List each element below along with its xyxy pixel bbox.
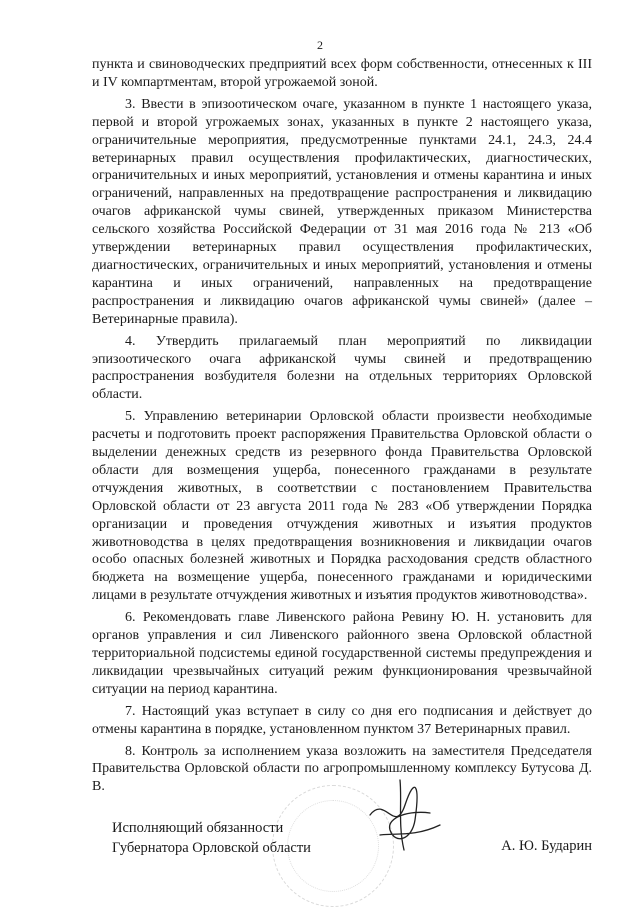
- paragraph-item-3: 3. Ввести в эпизоотическом очаге, указанном в пункте 1 настоящего указа, первой и второй угрожаемых зонах, указанных в пункте 2 настоящего указа, ограничительные мероприятия, предусмотренные пунктами 24.1, 24.3, 24.4 ветеринарных правил осуществления профилактических, диагностических, ограничительных и иных мероприятий, установления и отмены карантина и иных ограничений, направленных на предотвращение распространения и ликвидацию очагов африканской чумы свиней, утвержденных приказом Министерства сельского хозяйства Российской Федерации от 31 мая 2016 года № 213 «Об утверждении ветеринарных правил осуществления профилактических, диагностических, ограничительных и иных мероприятий, установления и отмены карантина и иных ограничений, направленных на предотвращение распространения и ликвидацию очагов африканской чумы свиней» (далее – Ветеринарные правила).: [92, 96, 592, 327]
- signer-position: [112, 818, 311, 858]
- paragraph-item-8: 8. Контроль за исполнением указа возложить на заместителя Председателя Правительства Орловской области по агропромышленному комплексу Бутусова Д. В.: [92, 743, 592, 795]
- paragraph-item-7: 7. Настоящий указ вступает в силу со дня его подписания и действует до отмены карантина в порядке, установленном пунктом 37 Ветеринарных правил.: [92, 703, 592, 737]
- paragraph-item-4: 4. Утвердить прилагаемый план мероприятий по ликвидации эпизоотического очага африканской чумы свиней и предотвращению распространения возбудителя болезни на отдельных территориях Орловской области.: [92, 333, 592, 403]
- paragraph-item-5: 5. Управлению ветеринарии Орловской области произвести необходимые расчеты и подготовить проект распоряжения Правительства Орловской области о выделении денежных средств из резервного фонда Правительства Орловской области для возмещения ущерба, понесенного гражданами в результате отчуждения животных, в соответствии с постановлением Правительства Орловской области от 23 августа 2011 года № 283 «Об утверждении Порядка организации и проведения отчуждения животных и изъятия продуктов животноводства в целях предотвращения возникновения и ликвидации очагов особо опасных болезней животных и Порядка расходования средств областного бюджета на возмещение ущерба, понесенного гражданами и юридическими лицами в результате отчуждения животных и изъятия продуктов животноводства».: [92, 409, 592, 604]
- paragraph-continuation: пункта и свиноводческих предприятий всех форм собственности, отнесенных к III и IV компартментам, второй угрожаемой зоной.: [92, 57, 592, 90]
- signer-position-line2: Губернатора Орловской области: [112, 840, 311, 856]
- page-number: 2: [317, 38, 323, 52]
- document-body: [92, 56, 592, 800]
- paragraph-item-6: 6. Рекомендовать главе Ливенского района Ревину Ю. Н. установить для органов управления и сил Ливенского районного звена Орловской областной территориальной подсистемы единой государственной системы предупреждения и ликвидации чрезвычайных ситуаций режим функционирования чрезвычайной ситуации на период карантина.: [92, 610, 592, 697]
- signer-name: А. Ю. Бударин: [501, 838, 592, 854]
- signer-position-line1: Исполняющий обязанности: [112, 820, 284, 836]
- signature-block: [92, 818, 592, 878]
